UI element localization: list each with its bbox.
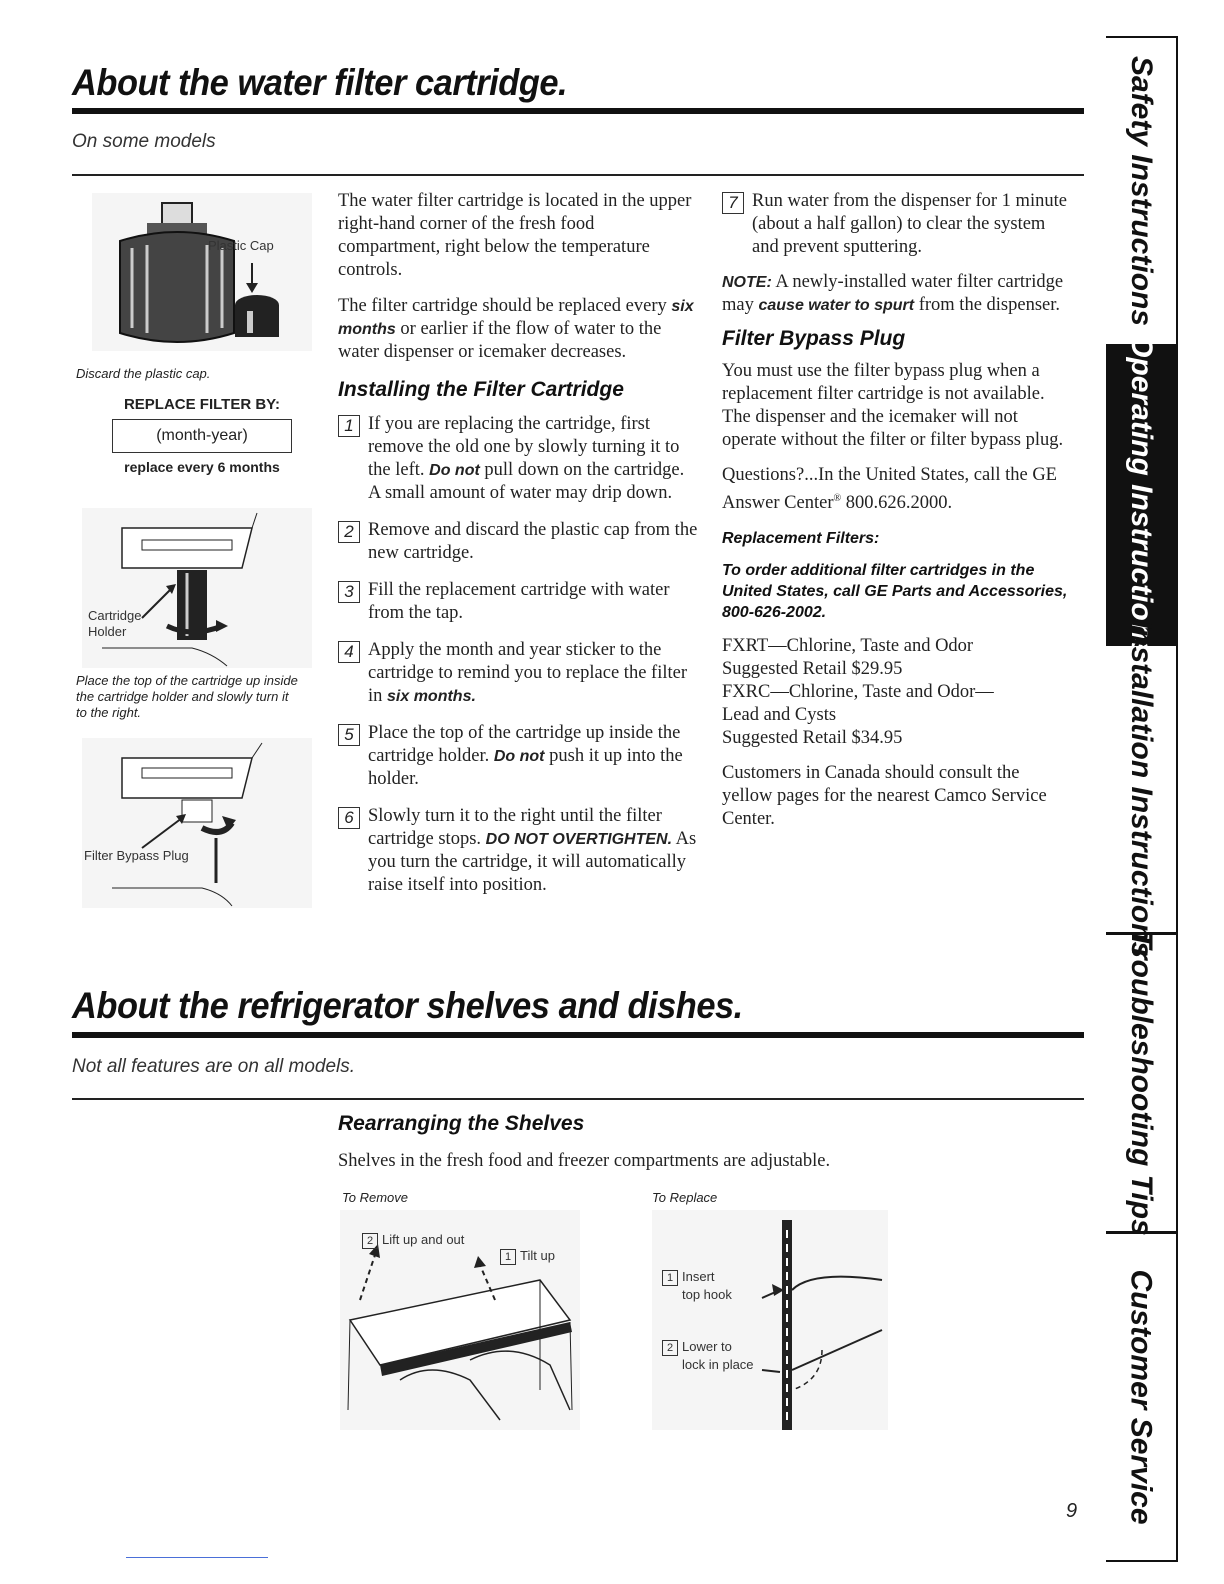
order-paragraph: To order additional filter cartridges in the United States, call GE Parts and Accessories, 800-626-2002. — [722, 562, 1068, 622]
step-text-end: As you turn the cartridge, it will automatically raise itself into position. — [368, 829, 697, 895]
step-3 — [338, 579, 700, 625]
replace-filter-by: REPLACE FILTER BY: — [123, 396, 281, 413]
tab-troubleshooting-tips[interactable] — [1106, 930, 1176, 1236]
step-text: Run water from the dispenser for 1 minute (about a half gallon) to clear the system and prevent sputtering. — [752, 191, 1067, 257]
step-1 — [338, 413, 700, 505]
tab-operating-instructions[interactable] — [1106, 334, 1176, 656]
note-label: NOTE: — [722, 274, 772, 291]
replace-shelf-illustration — [652, 1210, 888, 1430]
section-sidebar — [1106, 36, 1178, 1562]
to-replace-label: To Replace — [652, 1190, 718, 1205]
bypass-paragraph: You must use the filter bypass plug when a replacement filter cartridge is not available. The dispenser and the icemaker will not operate without the filter or filter bypass plug. — [722, 361, 1064, 450]
intro-paragraph-2 — [338, 295, 700, 364]
fxrc-line-2: Lead and Cysts — [722, 705, 837, 726]
lower-step-text-2: lock in place — [682, 1357, 754, 1372]
note-paragraph — [722, 271, 1072, 317]
step-text: Apply the month and year sticker to the cartridge to remind you to replace the filter in — [368, 640, 687, 706]
discard-caption: Discard the plastic cap. — [76, 366, 211, 381]
fxrt-line-1: FXRT—Chlorine, Taste and Odor — [722, 636, 974, 657]
section-title-water-filter: About the water filter cartridge. — [72, 62, 568, 103]
bypass-heading: Filter Bypass Plug — [722, 327, 906, 350]
step-2 — [338, 519, 700, 565]
plastic-cap-figure — [92, 193, 312, 351]
replacement-heading: Replacement Filters: — [722, 530, 880, 548]
questions-text: Questions?...In the United States, call the GE Answer Center — [722, 465, 1057, 514]
lower-step-number: 2 — [662, 1340, 678, 1356]
title-rule — [72, 108, 1084, 114]
lift-step-text: Lift up and out — [382, 1232, 465, 1247]
fxrc-line-1: FXRC—Chlorine, Taste and Odor— — [722, 682, 994, 703]
tab-label: Operating Instructions — [1125, 334, 1159, 656]
tab-label: Safety Instructions — [1125, 55, 1158, 327]
step-text-end: push it up into the holder. — [368, 746, 683, 789]
step-7 — [722, 190, 1072, 259]
place-caption: Place the top of the cartridge up inside the cartridge holder and slowly turn it to the right. — [76, 673, 298, 720]
replace-every-label: replace every 6 months — [124, 459, 280, 475]
title-rule-2 — [72, 1032, 1084, 1038]
tilt-step — [500, 1248, 555, 1265]
step-text: Fill the replacement cartridge with water from the tap. — [368, 580, 670, 623]
rearranging-text: Shelves in the fresh food and freezer compartments are adjustable. — [338, 1151, 831, 1171]
step-number: 4 — [338, 641, 360, 663]
cartridge-holder-illustration — [82, 508, 312, 668]
installing-heading: Installing the Filter Cartridge — [338, 378, 624, 401]
insert-step — [662, 1268, 732, 1303]
cartridge-label: Cartridge — [88, 608, 142, 623]
step-number: 5 — [338, 724, 360, 746]
insert-step-number: 1 — [662, 1270, 678, 1286]
step-text: Place the top of the cartridge up inside the cartridge holder. — [368, 723, 681, 766]
plastic-cap-label: Plastic Cap — [208, 238, 274, 253]
step-text: Remove and discard the plastic cap from the new cartridge. — [368, 520, 698, 563]
intro-2a: The filter cartridge should be replaced every — [338, 296, 672, 316]
subtitle-rule-2 — [72, 1098, 1084, 1100]
canada-paragraph: Customers in Canada should consult the yellow pages for the nearest Camco Service Center. — [722, 763, 1047, 830]
replace-filter-sticker — [92, 396, 312, 475]
tab-label: Customer Service — [1125, 1269, 1158, 1525]
six-months-emphasis: six months — [338, 298, 694, 338]
tab-safety-instructions[interactable] — [1106, 38, 1176, 347]
subtitle-rule — [72, 174, 1084, 176]
holder-label: Holder — [88, 624, 127, 639]
insert-step-text: Insert — [682, 1269, 715, 1284]
middle-column — [338, 190, 700, 911]
tab-installation-instructions[interactable] — [1106, 619, 1176, 959]
phone-number: 800.626.2000. — [841, 493, 953, 514]
bypass-plug-figure — [82, 738, 312, 908]
to-remove-label: To Remove — [342, 1190, 408, 1205]
lower-step-text: Lower to — [682, 1339, 732, 1354]
lift-step-number: 2 — [362, 1233, 378, 1249]
step-emphasis: DO NOT OVERTIGHTEN. — [485, 831, 673, 848]
registered-mark: ® — [833, 493, 842, 504]
insert-step-text-2: top hook — [682, 1287, 732, 1302]
page-number: 9 — [1066, 1500, 1078, 1522]
section-subtitle-2: Not all features are on all models. — [72, 1056, 356, 1077]
step-6 — [338, 805, 700, 897]
lower-step — [662, 1338, 754, 1373]
bottom-link-line — [126, 1557, 268, 1558]
tilt-step-text: Tilt up — [520, 1248, 555, 1263]
rearranging-heading: Rearranging the Shelves — [338, 1112, 585, 1135]
step-number: 1 — [338, 415, 360, 437]
intro-2c: or earlier if the flow of water to the water dispenser or icemaker decreases. — [338, 319, 662, 362]
bypass-plug-illustration — [82, 738, 312, 908]
step-number: 7 — [722, 192, 744, 214]
step-emphasis: six months. — [387, 688, 476, 705]
month-year-box: (month-year) — [112, 419, 292, 453]
intro-paragraph-1: The water filter cartridge is located in the upper right-hand corner of the fresh food compartment, right below the temperature controls. — [338, 191, 692, 280]
step-4 — [338, 639, 700, 708]
tab-label: Troubleshooting Tips — [1125, 930, 1158, 1236]
note-text-end: from the dispenser. — [914, 295, 1061, 315]
bypass-plug-label: Filter Bypass Plug — [84, 848, 189, 863]
tab-customer-service[interactable] — [1106, 1234, 1176, 1560]
fxrt-line-2: Suggested Retail $29.95 — [722, 659, 903, 680]
step-text: Slowly turn it to the right until the filter cartridge stops. — [368, 806, 662, 849]
section-title-shelves: About the refrigerator shelves and dishes. — [72, 985, 743, 1026]
step-text-end: pull down on the cartridge. A small amount of water may drip down. — [368, 460, 685, 503]
step-text: If you are replacing the cartridge, first remove the old one by slowly turning it to the left. — [368, 414, 680, 480]
questions-paragraph — [722, 464, 1072, 515]
step-number: 6 — [338, 807, 360, 829]
section-subtitle: On some models — [72, 131, 216, 152]
replace-shelf-figure — [652, 1210, 888, 1430]
note-emphasis: cause water to spurt — [758, 297, 915, 314]
filter-cartridge-illustration — [92, 193, 312, 351]
step-number: 3 — [338, 581, 360, 603]
right-column — [722, 190, 1072, 831]
tilt-step-number: 1 — [500, 1249, 516, 1265]
cartridge-holder-figure — [82, 508, 312, 668]
tab-label: Installation Instructions — [1125, 619, 1158, 959]
lift-step — [362, 1232, 464, 1249]
note-text: A newly-installed water filter cartridge may — [722, 272, 1064, 315]
fxrc-line-3: Suggested Retail $34.95 — [722, 728, 903, 749]
illustration-column — [72, 188, 317, 948]
step-5 — [338, 722, 700, 791]
step-number: 2 — [338, 521, 360, 543]
cartridge-holder-label — [88, 608, 141, 640]
step-emphasis: Do not — [429, 462, 480, 479]
step-emphasis: Do not — [493, 748, 545, 765]
